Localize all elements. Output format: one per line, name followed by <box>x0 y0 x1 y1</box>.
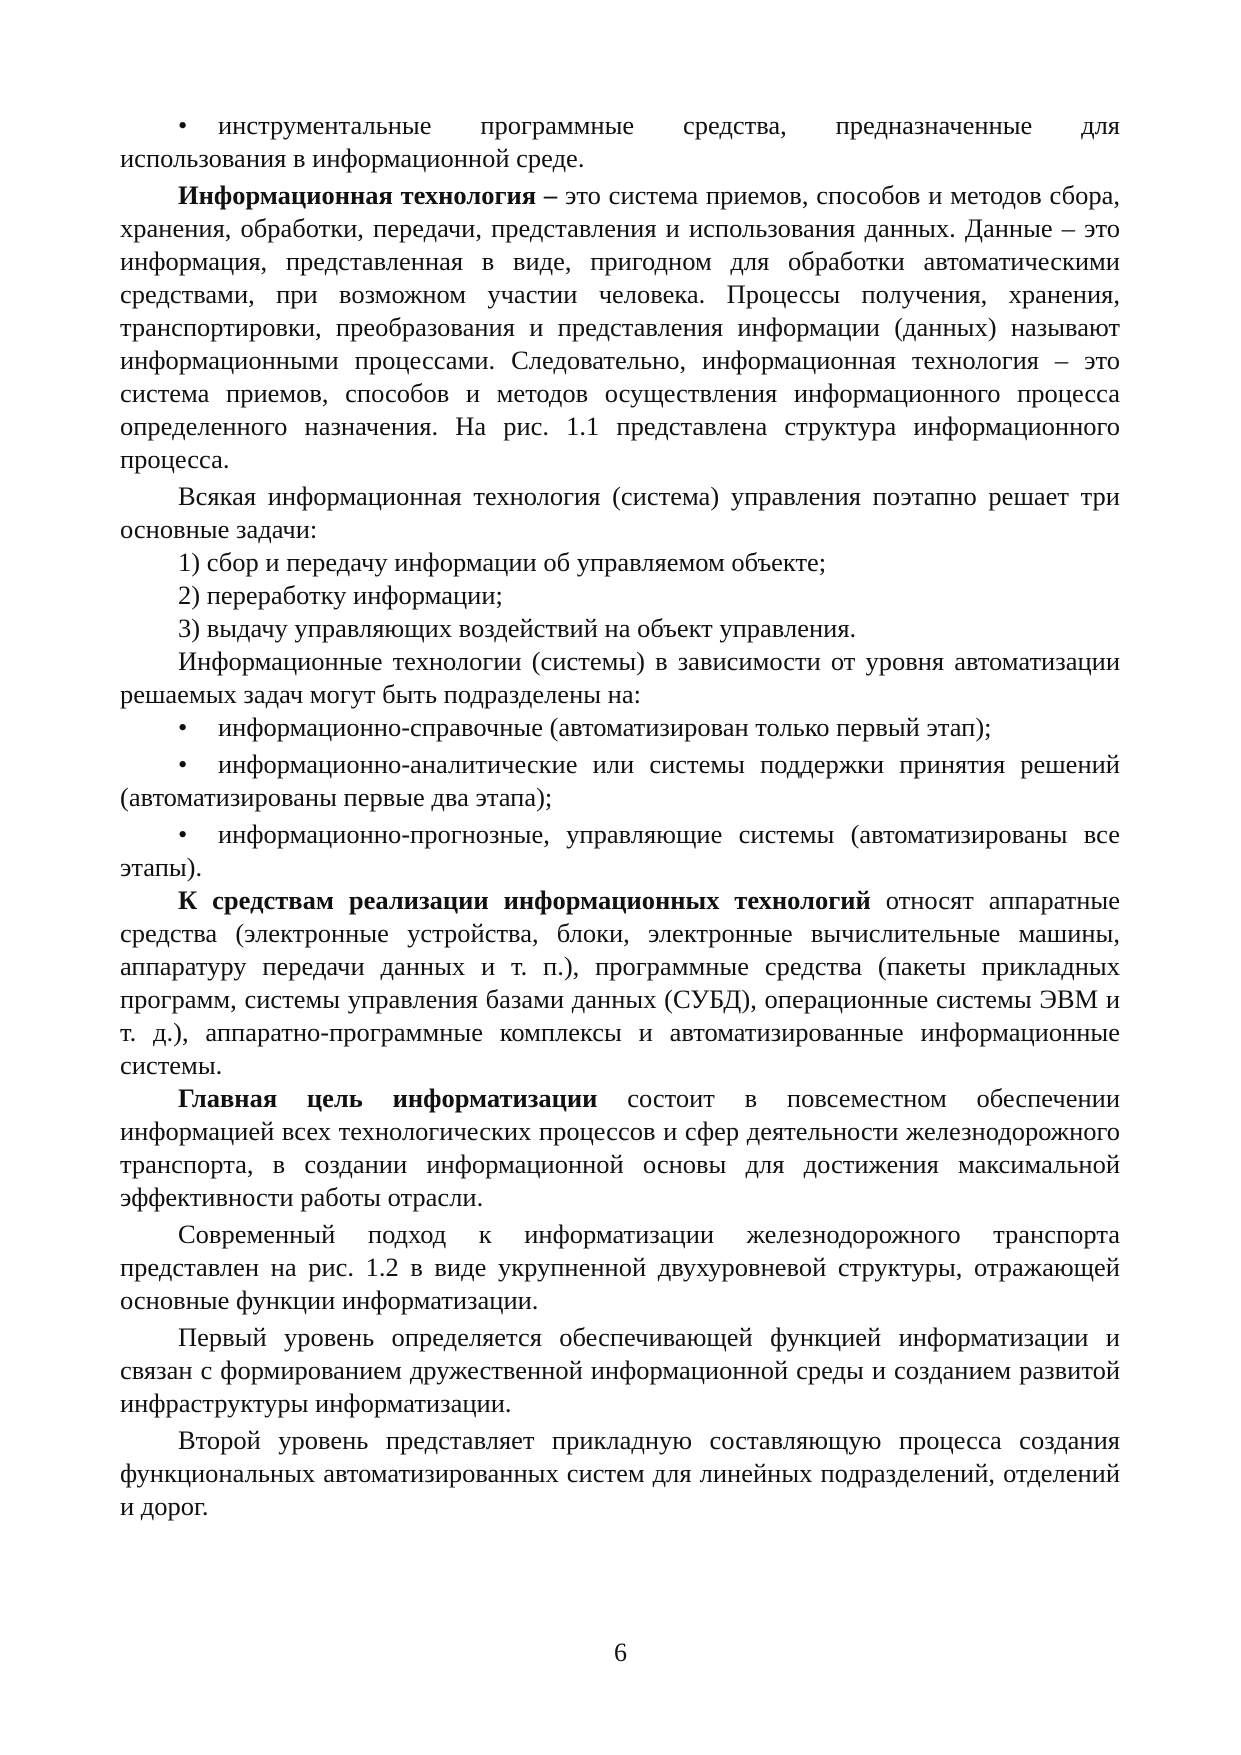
paragraph <box>120 1218 1120 1317</box>
paragraph-text: Второй уровень представляет прикладную составляющую процесса создания функциональных автоматизированных систем для линейных подразделений, отделений и дорог. <box>120 1425 1120 1521</box>
paragraph-text: Современный подход к информатизации железнодорожного транспорта представлен на рис. 1.2 в виде укрупненной двухуровневой структуры, отражающей основные функции информатизации. <box>120 1219 1120 1315</box>
paragraph <box>120 480 1120 546</box>
bold-term: Главная цель информатизации <box>178 1083 598 1113</box>
bullet-icon: • <box>178 819 188 849</box>
paragraph <box>120 645 1120 711</box>
paragraph-text: инструментальные программные средства, предназначенные для использования в информационной среде. <box>120 110 1120 173</box>
bullet-icon: • <box>178 110 188 140</box>
paragraph-text: Информационные технологии (системы) в зависимости от уровня автоматизации решаемых задач могут быть подразделены на: <box>120 646 1120 709</box>
bullet-paragraph <box>120 109 1120 175</box>
bullet-icon: • <box>178 749 188 779</box>
paragraph-text: 2) переработку информации; <box>178 580 503 610</box>
definition-paragraph <box>120 179 1120 476</box>
document-page <box>120 109 1120 1523</box>
paragraph-text: 3) выдачу управляющих воздействий на объект управления. <box>178 613 857 643</box>
bullet-icon: • <box>178 712 188 742</box>
bullet-paragraph <box>120 711 1120 744</box>
paragraph-text: информационно-справочные (автоматизирован только первый этап); <box>218 712 992 742</box>
page-number: 6 <box>614 1638 627 1667</box>
definition-paragraph <box>120 1082 1120 1214</box>
paragraph-text: состоит в повсеместном обеспечении информацией всех технологических процессов и сфер деятельности железнодорожного транспорта, в создании информационной основы для достижения максимальной эффективности работы отрасли. <box>120 1083 1120 1212</box>
paragraph-text: это система приемов, способов и методов сбора, хранения, обработки, передачи, представления и использования данных. Данные – это информация, представленная в виде, пригодном для обработки автоматическими средствами, при возможном участии человека. Процессы получения, хранения, транспортировки, преобразования и представления информации (данных) называют информационными процессами. Следовательно, информационная технология – это система приемов, способов и методов осуществления информационного процесса определенного назначения. На рис. 1.1 представлена структура информационного процесса. <box>120 180 1120 474</box>
paragraph-text: информационно-аналитические или системы поддержки принятия решений (автоматизированы первые два этапа); <box>120 749 1120 812</box>
bullet-paragraph <box>120 818 1120 884</box>
paragraph-text: относят аппаратные средства (электронные устройства, блоки, электронные вычислительные машины, аппаратуру передачи данных и т. п.), программные средства (пакеты прикладных программ, системы управления базами данных (СУБД), операционные системы ЭВМ и т. д.), аппаратно-программные комплексы и автоматизированные информационные системы. <box>120 885 1120 1080</box>
definition-paragraph <box>120 884 1120 1082</box>
bullet-paragraph <box>120 748 1120 814</box>
paragraph-text: 1) сбор и передачу информации об управляемом объекте; <box>178 547 827 577</box>
bold-term: К средствам реализации информационных технологий <box>178 885 871 915</box>
numbered-item <box>120 546 1120 579</box>
bold-term: Информационная технология – <box>178 180 558 210</box>
paragraph-text: Всякая информационная технология (система) управления поэтапно решает три основные задачи: <box>120 481 1120 544</box>
paragraph <box>120 1321 1120 1420</box>
paragraph-text: информационно-прогнозные, управляющие системы (автоматизированы все этапы). <box>120 819 1120 882</box>
paragraph <box>120 1424 1120 1523</box>
numbered-item <box>120 579 1120 612</box>
paragraph-text: Первый уровень определяется обеспечивающей функцией информатизации и связан с формированием дружественной информационной среды и созданием развитой инфраструктуры информатизации. <box>120 1322 1120 1418</box>
numbered-item <box>120 612 1120 645</box>
